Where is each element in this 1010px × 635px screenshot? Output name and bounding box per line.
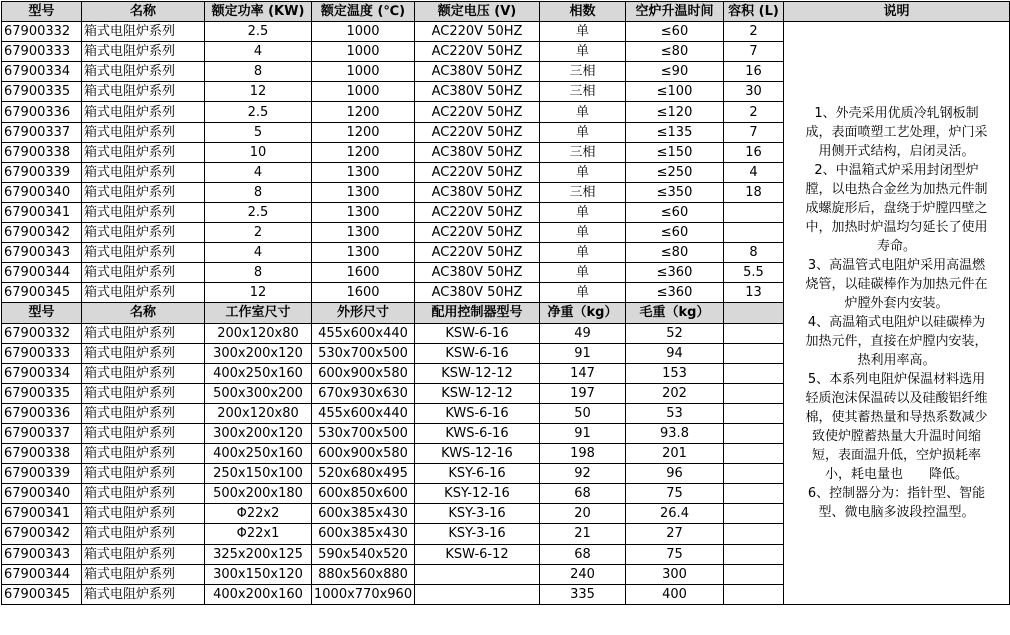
table-cell: 单: [540, 162, 626, 182]
table-cell: 600x385x430: [312, 524, 415, 544]
note-line: 热利用率高。: [857, 352, 936, 368]
table-cell: ≤360: [626, 283, 724, 303]
table-cell: 箱式电阻炉系列: [82, 162, 205, 182]
table-cell: 1300: [312, 202, 415, 222]
table-cell: [724, 484, 784, 504]
table-cell: 67900339: [2, 464, 82, 484]
table-cell: ≤360: [626, 263, 724, 283]
table-cell: AC220V 50HZ: [415, 22, 540, 42]
table-cell: ≤100: [626, 82, 724, 102]
table-cell: KWS-6-16: [415, 403, 540, 423]
table-cell: 2.5: [205, 102, 312, 122]
table-cell: 600x385x430: [312, 504, 415, 524]
table-cell: 1300: [312, 223, 415, 243]
table-cell: [415, 584, 540, 604]
table-cell: 67900338: [2, 444, 82, 464]
note-line: 寿命。: [876, 238, 916, 254]
table-cell: 67900332: [2, 22, 82, 42]
table-cell: 455x600x440: [312, 323, 415, 343]
table-cell: 67900343: [2, 544, 82, 564]
table-cell: 147: [540, 363, 626, 383]
table-cell: 67900344: [2, 263, 82, 283]
table-cell: 67900333: [2, 42, 82, 62]
table-cell: 箱式电阻炉系列: [82, 564, 205, 584]
table-cell: 500x200x180: [205, 484, 312, 504]
table-cell: 91: [540, 343, 626, 363]
table-cell: 箱式电阻炉系列: [82, 142, 205, 162]
note-line: 膛，以电热合金丝为加热元件制: [805, 181, 988, 197]
table-cell: 1600: [312, 263, 415, 283]
table-cell: KSY-12-16: [415, 484, 540, 504]
table-cell: 5.5: [724, 263, 784, 283]
note-line: 1、外壳采用优质冷轧钢板制: [814, 105, 979, 121]
header-cell: 型号: [2, 303, 82, 323]
table-cell: 箱式电阻炉系列: [82, 323, 205, 343]
note-line: 中，加热时炉温均匀延长了使用: [805, 219, 988, 235]
table-cell: 530x700x500: [312, 343, 415, 363]
table-cell: 13: [724, 283, 784, 303]
table-cell: [724, 383, 784, 403]
table-cell: 8: [205, 263, 312, 283]
table-cell: 1000: [312, 82, 415, 102]
table-cell: 200x120x80: [205, 323, 312, 343]
table-cell: 197: [540, 383, 626, 403]
header-cell: 空炉升温时间: [626, 2, 724, 22]
table-cell: 67900337: [2, 122, 82, 142]
table-cell: 箱式电阻炉系列: [82, 524, 205, 544]
table-cell: 94: [626, 343, 724, 363]
table-cell: 1000: [312, 22, 415, 42]
table-cell: 92: [540, 464, 626, 484]
table-cell: 67900342: [2, 524, 82, 544]
table-cell: 三相: [540, 182, 626, 202]
table-cell: 18: [724, 182, 784, 202]
table-cell: 箱式电阻炉系列: [82, 243, 205, 263]
table1-header-row: [2, 2, 1010, 22]
table-cell: AC220V 50HZ: [415, 223, 540, 243]
header-cell: 说明: [784, 2, 1010, 22]
table-cell: 67900345: [2, 283, 82, 303]
table-cell: 12: [205, 82, 312, 102]
header-cell: [724, 303, 784, 323]
table-cell: 箱式电阻炉系列: [82, 263, 205, 283]
table-cell: 1300: [312, 243, 415, 263]
table-cell: KSW-6-12: [415, 544, 540, 564]
table-cell: 箱式电阻炉系列: [82, 403, 205, 423]
table-cell: 520x680x495: [312, 464, 415, 484]
table-cell: 单: [540, 202, 626, 222]
table-cell: 1000: [312, 62, 415, 82]
table-cell: 单: [540, 243, 626, 263]
table-cell: 单: [540, 283, 626, 303]
header-cell: 名称: [82, 303, 205, 323]
table-cell: AC220V 50HZ: [415, 202, 540, 222]
table-cell: 箱式电阻炉系列: [82, 182, 205, 202]
header-cell: 额定功率 (KW): [205, 2, 312, 22]
notes-cell: [784, 22, 1010, 605]
note-line: 4、高温箱式电阻炉以硅碳棒为: [807, 314, 986, 330]
table-cell: 箱式电阻炉系列: [82, 363, 205, 383]
header-cell: 型号: [2, 2, 82, 22]
table-cell: 三相: [540, 62, 626, 82]
table-cell: 67900332: [2, 323, 82, 343]
table-cell: 67900343: [2, 243, 82, 263]
table-cell: ≤135: [626, 122, 724, 142]
note-line: 用侧开式结构，启闭灵活。: [818, 143, 975, 159]
table-cell: 67900342: [2, 223, 82, 243]
table-cell: AC380V 50HZ: [415, 283, 540, 303]
note-line: 短，表面温升低，空炉损耗率: [811, 447, 981, 463]
table-cell: [724, 464, 784, 484]
table-cell: KSW-6-16: [415, 343, 540, 363]
note-line: 炉膛外套内安装。: [844, 295, 949, 311]
table-cell: 三相: [540, 142, 626, 162]
table-cell: 68: [540, 484, 626, 504]
table-cell: 202: [626, 383, 724, 403]
table-cell: Φ22x1: [205, 524, 312, 544]
table-cell: [724, 403, 784, 423]
table-cell: [724, 423, 784, 443]
table-cell: AC220V 50HZ: [415, 102, 540, 122]
table-cell: KSY-3-16: [415, 524, 540, 544]
table-cell: 三相: [540, 82, 626, 102]
table-cell: 300x200x120: [205, 423, 312, 443]
table-cell: 2: [724, 102, 784, 122]
table-cell: 5: [205, 122, 312, 142]
table-cell: 箱式电阻炉系列: [82, 122, 205, 142]
table-cell: AC380V 50HZ: [415, 142, 540, 162]
table-cell: 91: [540, 423, 626, 443]
header-cell: 额定电压 (V): [415, 2, 540, 22]
table-cell: 箱式电阻炉系列: [82, 283, 205, 303]
table-cell: 50: [540, 403, 626, 423]
note-line: 小，耗电量也 降低。: [824, 466, 968, 482]
table-row: [2, 22, 1010, 42]
table-cell: Φ22x2: [205, 504, 312, 524]
note-line: 加热元件，直接在炉膛内安装，: [805, 333, 988, 349]
table-cell: 1300: [312, 162, 415, 182]
table-cell: [724, 524, 784, 544]
table-cell: 16: [724, 142, 784, 162]
table-cell: 8: [724, 243, 784, 263]
table-cell: 箱式电阻炉系列: [82, 484, 205, 504]
header-cell: 配用控制器型号: [415, 303, 540, 323]
table-cell: 67900335: [2, 383, 82, 403]
table-cell: 单: [540, 223, 626, 243]
table-cell: 400x200x160: [205, 584, 312, 604]
table-cell: 1200: [312, 122, 415, 142]
table-cell: [724, 584, 784, 604]
table-cell: 67900335: [2, 82, 82, 102]
table-cell: 53: [626, 403, 724, 423]
table-cell: 箱式电阻炉系列: [82, 544, 205, 564]
table-cell: KSW-12-12: [415, 383, 540, 403]
table-cell: KSW-6-16: [415, 323, 540, 343]
table-cell: 67900341: [2, 202, 82, 222]
table-cell: 300: [626, 564, 724, 584]
table-cell: 箱式电阻炉系列: [82, 464, 205, 484]
table-cell: 1300: [312, 182, 415, 202]
table-cell: 67900334: [2, 62, 82, 82]
table-cell: 400: [626, 584, 724, 604]
table-cell: [724, 323, 784, 343]
table-cell: [724, 544, 784, 564]
table-cell: ≤350: [626, 182, 724, 202]
table-cell: 20: [540, 504, 626, 524]
table-cell: 箱式电阻炉系列: [82, 62, 205, 82]
table-cell: 335: [540, 584, 626, 604]
table-cell: 箱式电阻炉系列: [82, 42, 205, 62]
note-line: 6、控制器分为：指针型、智能: [807, 485, 986, 501]
table-cell: 1000: [312, 42, 415, 62]
table-cell: 4: [205, 42, 312, 62]
table-cell: 67900337: [2, 423, 82, 443]
note-line: 棉，使其蓄热量和导热系数减少: [805, 409, 988, 425]
table-cell: 455x600x440: [312, 403, 415, 423]
table-cell: 300x150x120: [205, 564, 312, 584]
table-cell: 4: [724, 162, 784, 182]
table-cell: [415, 564, 540, 584]
table-cell: 325x200x125: [205, 544, 312, 564]
table-cell: ≤60: [626, 22, 724, 42]
table-cell: 1200: [312, 102, 415, 122]
table-cell: 单: [540, 263, 626, 283]
table-cell: 67900334: [2, 363, 82, 383]
table-cell: 300x200x120: [205, 343, 312, 363]
note-line: 轻质泡沫保温砖以及硅酸铝纤维: [805, 390, 988, 406]
table-cell: ≤80: [626, 42, 724, 62]
table-cell: 198: [540, 444, 626, 464]
table-cell: ≤250: [626, 162, 724, 182]
table-cell: [724, 202, 784, 222]
table-cell: 7: [724, 42, 784, 62]
table-cell: 1600: [312, 283, 415, 303]
header-cell: 净重（kg）: [540, 303, 626, 323]
table-cell: ≤80: [626, 243, 724, 263]
table-cell: KSY-6-16: [415, 464, 540, 484]
table-cell: 单: [540, 42, 626, 62]
table-cell: [724, 223, 784, 243]
table-cell: 21: [540, 524, 626, 544]
note-line: 成螺旋形后，盘绕于炉膛四壁之: [805, 200, 988, 216]
header-cell: 容积 (L): [724, 2, 784, 22]
table-cell: AC380V 50HZ: [415, 82, 540, 102]
note-line: 成，表面喷塑工艺处理，炉门采: [805, 124, 988, 140]
table-cell: 箱式电阻炉系列: [82, 423, 205, 443]
table-cell: AC220V 50HZ: [415, 243, 540, 263]
table-cell: 12: [205, 283, 312, 303]
table-cell: 67900344: [2, 564, 82, 584]
table-cell: 600x900x580: [312, 363, 415, 383]
table-cell: 240: [540, 564, 626, 584]
table-cell: [724, 444, 784, 464]
table-cell: 箱式电阻炉系列: [82, 584, 205, 604]
table-cell: [724, 343, 784, 363]
table-cell: 箱式电阻炉系列: [82, 202, 205, 222]
table-cell: 600x900x580: [312, 444, 415, 464]
table-cell: 箱式电阻炉系列: [82, 102, 205, 122]
note-line: 型、微电脑多波段控温型。: [818, 504, 975, 520]
table-cell: 500x300x200: [205, 383, 312, 403]
header-cell: 外形尺寸: [312, 303, 415, 323]
header-cell: 毛重（kg）: [626, 303, 724, 323]
table-cell: 67900345: [2, 584, 82, 604]
table-cell: AC380V 50HZ: [415, 182, 540, 202]
table-cell: 75: [626, 484, 724, 504]
table-cell: 52: [626, 323, 724, 343]
table-cell: 67900341: [2, 504, 82, 524]
table-cell: 1000x770x960: [312, 584, 415, 604]
note-line: 5、本系列电阻炉保温材料选用: [807, 371, 986, 387]
table-cell: 590x540x520: [312, 544, 415, 564]
table-cell: 10: [205, 142, 312, 162]
table-cell: 200x120x80: [205, 403, 312, 423]
table-cell: 1200: [312, 142, 415, 162]
table-cell: 2: [724, 22, 784, 42]
table-cell: 4: [205, 162, 312, 182]
table-cell: 96: [626, 464, 724, 484]
table-cell: 67900336: [2, 403, 82, 423]
header-cell: 工作室尺寸: [205, 303, 312, 323]
spec-sheet: [1, 1, 1010, 605]
table-cell: 67900340: [2, 484, 82, 504]
table-cell: KWS-6-16: [415, 423, 540, 443]
table-cell: [724, 363, 784, 383]
table-cell: 67900340: [2, 182, 82, 202]
spec-sheet-body: [2, 2, 1010, 605]
table-cell: 67900333: [2, 343, 82, 363]
table-cell: 27: [626, 524, 724, 544]
table-cell: 153: [626, 363, 724, 383]
table-cell: 93.8: [626, 423, 724, 443]
table-cell: 49: [540, 323, 626, 343]
table-cell: 670x930x630: [312, 383, 415, 403]
table-cell: ≤60: [626, 202, 724, 222]
table-cell: 600x850x600: [312, 484, 415, 504]
table-cell: AC220V 50HZ: [415, 42, 540, 62]
note-line: 烧管，以硅碳棒作为加热元件在: [805, 276, 988, 292]
table-cell: ≤150: [626, 142, 724, 162]
table-cell: 400x250x160: [205, 444, 312, 464]
table-cell: ≤90: [626, 62, 724, 82]
table-cell: 68: [540, 544, 626, 564]
table-cell: 67900336: [2, 102, 82, 122]
table-cell: AC220V 50HZ: [415, 122, 540, 142]
header-cell: 名称: [82, 2, 205, 22]
note-line: 3、高温管式电阻炉采用高温燃: [807, 257, 986, 273]
table-cell: AC380V 50HZ: [415, 263, 540, 283]
table-cell: 箱式电阻炉系列: [82, 383, 205, 403]
table-cell: 880x560x880: [312, 564, 415, 584]
table-cell: 箱式电阻炉系列: [82, 223, 205, 243]
table-cell: 75: [626, 544, 724, 564]
note-line: 2、中温箱式炉采用封闭型炉: [814, 162, 979, 178]
table-cell: 2.5: [205, 202, 312, 222]
table-cell: ≤120: [626, 102, 724, 122]
table-cell: 箱式电阻炉系列: [82, 82, 205, 102]
table-cell: KSY-3-16: [415, 504, 540, 524]
table-cell: 单: [540, 122, 626, 142]
note-line: 致使炉膛蓄热量大升温时间缩: [811, 428, 981, 444]
table-cell: 8: [205, 182, 312, 202]
table-cell: 单: [540, 22, 626, 42]
table-cell: 67900339: [2, 162, 82, 182]
table-cell: AC220V 50HZ: [415, 162, 540, 182]
table-cell: 530x700x500: [312, 423, 415, 443]
table-cell: 7: [724, 122, 784, 142]
table-cell: ≤60: [626, 223, 724, 243]
table-cell: 400x250x160: [205, 363, 312, 383]
table-cell: 单: [540, 102, 626, 122]
table-cell: [724, 504, 784, 524]
table-cell: 16: [724, 62, 784, 82]
table-cell: 67900338: [2, 142, 82, 162]
table-cell: 26.4: [626, 504, 724, 524]
table-cell: 2.5: [205, 22, 312, 42]
table-cell: 8: [205, 62, 312, 82]
table-cell: AC380V 50HZ: [415, 62, 540, 82]
table-cell: 201: [626, 444, 724, 464]
table-cell: [724, 564, 784, 584]
table-cell: 2: [205, 223, 312, 243]
header-cell: 相数: [540, 2, 626, 22]
table-cell: 4: [205, 243, 312, 263]
header-cell: 额定温度 (℃): [312, 2, 415, 22]
table-cell: 箱式电阻炉系列: [82, 343, 205, 363]
table-cell: 250x150x100: [205, 464, 312, 484]
table-cell: 箱式电阻炉系列: [82, 22, 205, 42]
table-cell: 箱式电阻炉系列: [82, 444, 205, 464]
table-cell: 30: [724, 82, 784, 102]
table-cell: 箱式电阻炉系列: [82, 504, 205, 524]
table-cell: KWS-12-16: [415, 444, 540, 464]
table-cell: KSW-12-12: [415, 363, 540, 383]
